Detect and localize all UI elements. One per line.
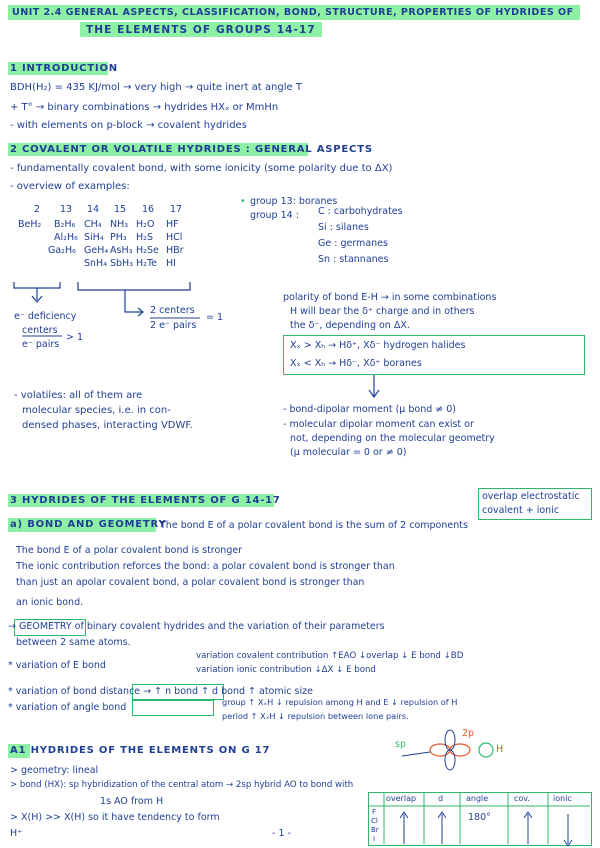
covalent-line-1: - fundamentally covalent bond, with some ionicity (some polarity due to ΔX) — [10, 163, 393, 174]
electron-deficiency: e⁻ deficiency — [14, 311, 77, 322]
table-cell: NH₃ — [110, 219, 129, 230]
group-label: 17 — [170, 204, 183, 215]
table-header: d — [438, 794, 444, 803]
volatiles-line-1: - volatiles: all of them are — [14, 390, 143, 401]
page-number: - 1 - — [272, 828, 291, 839]
table-cell: B₂H₆ — [54, 219, 76, 230]
table-header: ionic — [553, 794, 572, 803]
two-centers: 2 centers — [150, 305, 195, 316]
a1-line-5: H⁺ — [10, 828, 23, 839]
table-cell: PH₃ — [110, 232, 127, 243]
covalent-line-2: - overview of examples: — [10, 181, 130, 192]
table-cell: H₂Se — [136, 245, 159, 256]
bond-line-1: The bond E of a polar covalent bond is the sum of 2 components — [160, 520, 468, 531]
epairs-label: e⁻ pairs — [22, 339, 60, 350]
table-cell: H₂O — [136, 219, 155, 230]
geometry-line-1: → GEOMETRY of binary covalent hydrides and the variation of their parameters — [8, 621, 385, 632]
table-header: angle — [466, 794, 489, 803]
table-side: Br — [371, 826, 379, 834]
group-label: 16 — [142, 204, 155, 215]
ratio-gt: > 1 — [66, 332, 84, 343]
intro-line-1: BDH(H₂) = 435 KJ/mol → very high → quite inert at angle T — [10, 82, 302, 93]
ratio-eq: = 1 — [206, 312, 224, 323]
bond-text-4: an ionic bond. — [16, 597, 84, 608]
dipole-line-3: not, depending on the molecular geometry — [290, 433, 495, 444]
variation-distance: * variation of bond distance → ↑ n bond ↑ d bond ↑ atomic size — [8, 686, 313, 697]
bond-text-1: The bond E of a polar covalent bond is stronger — [16, 545, 243, 556]
intro-line-2: + T° → binary combinations → hydrides HXₓ or MmHn — [10, 102, 279, 113]
group14-item: Si : silanes — [318, 222, 369, 233]
overlap-bottom: covalent + ionic — [482, 505, 560, 516]
dipole-line-2: - molecular dipolar moment can exist or — [283, 419, 474, 430]
centers-label: centers — [22, 325, 58, 336]
a1-heading: A1 HYDRIDES OF THE ELEMENTS ON G 17 — [10, 745, 271, 756]
2p-label: 2p — [462, 728, 475, 739]
volatiles-line-2: molecular species, i.e. in con- — [22, 405, 171, 416]
table-cell: BeH₂ — [18, 219, 42, 230]
table-cell: GeH₄ — [84, 245, 109, 256]
polarity-box-line-1: Xₓ > Xₕ → Hδ⁺, Xδ⁻ hydrogen halides — [290, 340, 466, 351]
dipole-line-4: (μ molecular = 0 or ≠ 0) — [290, 447, 407, 458]
table-cell: SnH₄ — [84, 258, 108, 269]
bullet-dot: • — [240, 196, 246, 207]
bond-heading: a) BOND AND GEOMETRY — [10, 519, 167, 530]
variation-angle-label: * variation of angle bond — [8, 702, 127, 713]
sp-label: sp — [395, 739, 406, 750]
table-side: F — [372, 808, 377, 816]
group-label: 2 — [34, 204, 41, 215]
table-cell: Ga₂H₆ — [48, 245, 76, 256]
polarity-line-2: H will bear the δ⁺ charge and in others — [290, 306, 475, 317]
geometry-line-2: between 2 same atoms. — [16, 637, 131, 648]
polarity-line-1: polarity of bond E-H → in some combinations — [283, 292, 497, 303]
h-label: H — [496, 744, 504, 755]
intro-line-3: - with elements on p-block → covalent hydrides — [10, 120, 247, 131]
polarity-line-3: the δ⁻, depending on ΔX. — [290, 320, 410, 331]
covalent-heading: 2 COVALENT OR VOLATILE HYDRIDES : GENERAL ASPECTS — [10, 144, 373, 155]
intro-heading: 1 INTRODUCTION — [10, 63, 118, 74]
variation-angle-1: group ↑ XₓH ↓ repulsion among H and E ↓ repulsion of H — [222, 697, 458, 707]
bond-text-3: than just an apolar covalent bond, a polar covalent bond is stronger than — [16, 577, 365, 588]
title-line-1: UNIT 2.4 GENERAL ASPECTS, CLASSIFICATION, BOND, STRUCTURE, PROPERTIES OF HYDRIDES OF — [12, 7, 574, 18]
table-cell: HI — [166, 258, 176, 269]
table-cell: H₂S — [136, 232, 153, 243]
table-cell: SbH₃ — [110, 258, 134, 269]
a1-line-3: 1s AO from H — [100, 796, 164, 807]
a1-line-4: > X(H) >> X(H) so it have tendency to form — [10, 812, 220, 823]
a1-line-1: > geometry: lineal — [10, 765, 99, 776]
bond-text-2: The ionic contribution reforces the bond: a polar covalent bond is stronger than — [16, 561, 395, 572]
volatiles-line-3: densed phases, interacting VDWF. — [22, 420, 193, 431]
dipole-line-1: - bond-dipolar moment (μ bond ≠ 0) — [283, 404, 457, 415]
group14-title: group 14 : — [250, 210, 299, 221]
table-side: I — [373, 835, 376, 843]
variation-e-label: * variation of E bond — [8, 660, 106, 671]
a1-line-2: > bond (HX): sp hybridization of the central atom → 2sp hybrid AO to bond with — [10, 780, 354, 790]
table-cell: HF — [166, 219, 179, 230]
table-header: cov. — [514, 794, 530, 803]
table-cell: Al₂H₆ — [54, 232, 78, 243]
polarity-box-line-2: Xₓ < Xₕ → Hδ⁻, Xδ⁺ boranes — [290, 358, 422, 369]
two-epairs: 2 e⁻ pairs — [150, 320, 197, 331]
title-line-2: THE ELEMENTS OF GROUPS 14-17 — [86, 24, 316, 36]
table-cell: CH₄ — [84, 219, 102, 230]
group-label: 13 — [60, 204, 73, 215]
variation-e-1: variation covalent contribution ↑EAO ↓overlap ↓ E bond ↓BD — [196, 651, 464, 661]
table-side: Cl — [371, 817, 378, 825]
variation-angle-2: period ↑ XₓH ↓ repulsion between lone pairs. — [222, 711, 409, 721]
group14-item: C : carbohydrates — [318, 206, 403, 217]
table-cell: H₂Te — [136, 258, 157, 269]
table-cell: HCl — [166, 232, 183, 243]
table-cell: SiH₄ — [84, 232, 104, 243]
table-header: overlap — [386, 794, 417, 803]
group13-label: group 13: boranes — [250, 196, 338, 207]
table-cell: AsH₃ — [110, 245, 133, 256]
table-angle-value: 180° — [468, 812, 491, 823]
group-label: 14 — [87, 204, 100, 215]
group-label: 15 — [114, 204, 127, 215]
table-cell: HBr — [166, 245, 184, 256]
section3-heading: 3 HYDRIDES OF THE ELEMENTS OF G 14-17 — [10, 495, 281, 506]
overlap-top: overlap electrostatic — [482, 491, 580, 502]
variation-e-2: variation ionic contribution ↓ΔX ↓ E bond — [196, 665, 376, 675]
group14-item: Sn : stannanes — [318, 254, 389, 265]
group14-item: Ge : germanes — [318, 238, 388, 249]
